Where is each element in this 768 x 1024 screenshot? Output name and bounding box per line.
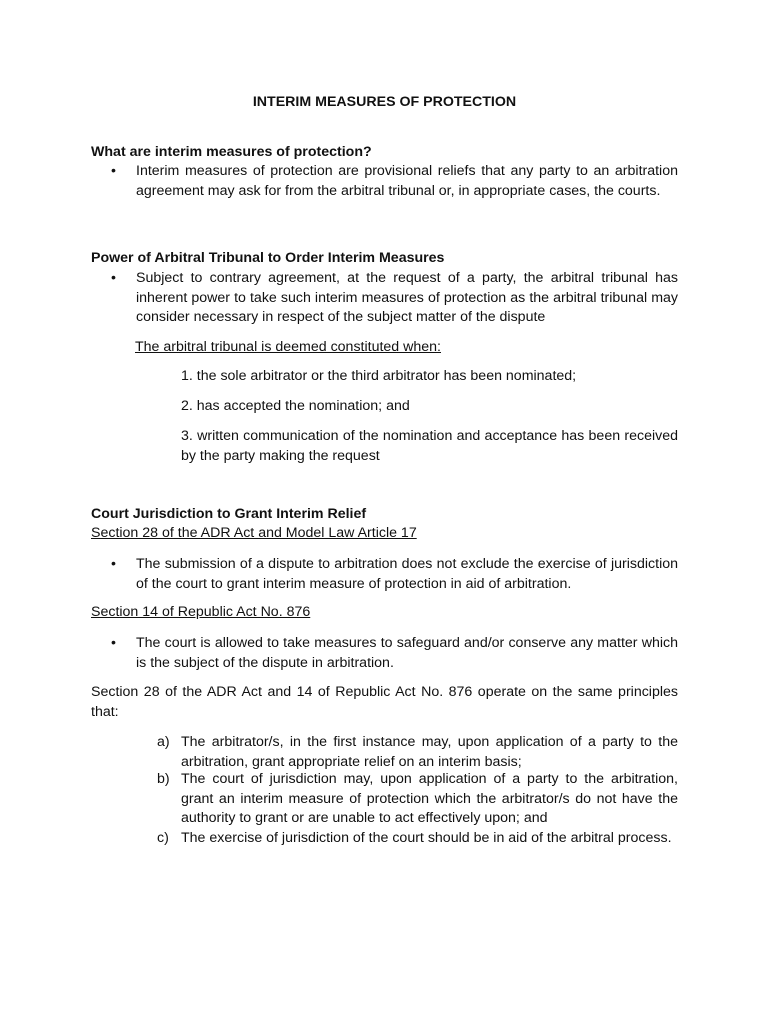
numbered-item: 1. the sole arbitrator or the third arbitrator has been nominated; (181, 368, 577, 384)
principle-item (157, 829, 678, 849)
bullet-text: Subject to contrary agreement, at the request of a party, the arbitral tribunal has inherent power to take such interim measures of protection as the arbitral tribunal may consider necessary in respect of the subject matter of the dispute (136, 270, 678, 326)
bullet-item (111, 555, 678, 594)
numbered-item: 2. has accepted the nomination; and (181, 398, 410, 414)
principle-text: The arbitrator/s, in the first instance may, upon application of a party to the arbitration, grant appropriate relief on an interim basis; (181, 734, 678, 770)
section-heading-power: Power of Arbitral Tribunal to Order Interim Measures (91, 250, 445, 266)
list-marker: c) (157, 830, 169, 846)
principle-text: The exercise of jurisdiction of the court should be in aid of the arbitral process. (181, 830, 672, 846)
bullet-text: The court is allowed to take measures to safeguard and/or conserve any matter which is the subject of the dispute in arbitration. (136, 635, 678, 671)
list-marker: a) (157, 734, 170, 750)
bullet-item (111, 634, 678, 673)
principle-item (157, 770, 678, 829)
bullet-text: The submission of a dispute to arbitration does not exclude the exercise of jurisdiction of the court to grant interim measure of protection in aid of arbitration. (136, 556, 678, 592)
document-title: INTERIM MEASURES OF PROTECTION (252, 94, 517, 110)
bullet-text: Interim measures of protection are provisional reliefs that any party to an arbitration agreement may ask for from the arbitral tribunal or, in appropriate cases, the courts. (136, 163, 678, 199)
bullet-icon: • (111, 556, 116, 572)
bullet-icon: • (111, 163, 116, 179)
principles-intro-paragraph: Section 28 of the ADR Act and 14 of Republic Act No. 876 operate on the same principles that: (91, 684, 678, 720)
numbered-item: 3. written communication of the nomination and acceptance has been received by the party making the request (181, 428, 678, 464)
document-page (91, 0, 678, 1024)
principle-item (157, 733, 678, 772)
subheading-section-14: Section 14 of Republic Act No. 876 (91, 604, 311, 620)
tribunal-constituted-subheading: The arbitral tribunal is deemed constituted when: (135, 339, 441, 355)
section-heading-what-are: What are interim measures of protection? (91, 144, 372, 160)
principle-text: The court of jurisdiction may, upon application of a party to the arbitration, grant an interim measure of protection which the arbitrator/s do not have the authority to grant or are unable to act effectively upon; and (181, 771, 678, 827)
bullet-icon: • (111, 270, 116, 286)
bullet-item (111, 162, 678, 201)
bullet-icon: • (111, 635, 116, 651)
subheading-section-28: Section 28 of the ADR Act and Model Law Article 17 (91, 525, 417, 541)
bullet-item (111, 269, 678, 328)
section-heading-court-jurisdiction: Court Jurisdiction to Grant Interim Relief (91, 506, 367, 522)
list-marker: b) (157, 771, 170, 787)
